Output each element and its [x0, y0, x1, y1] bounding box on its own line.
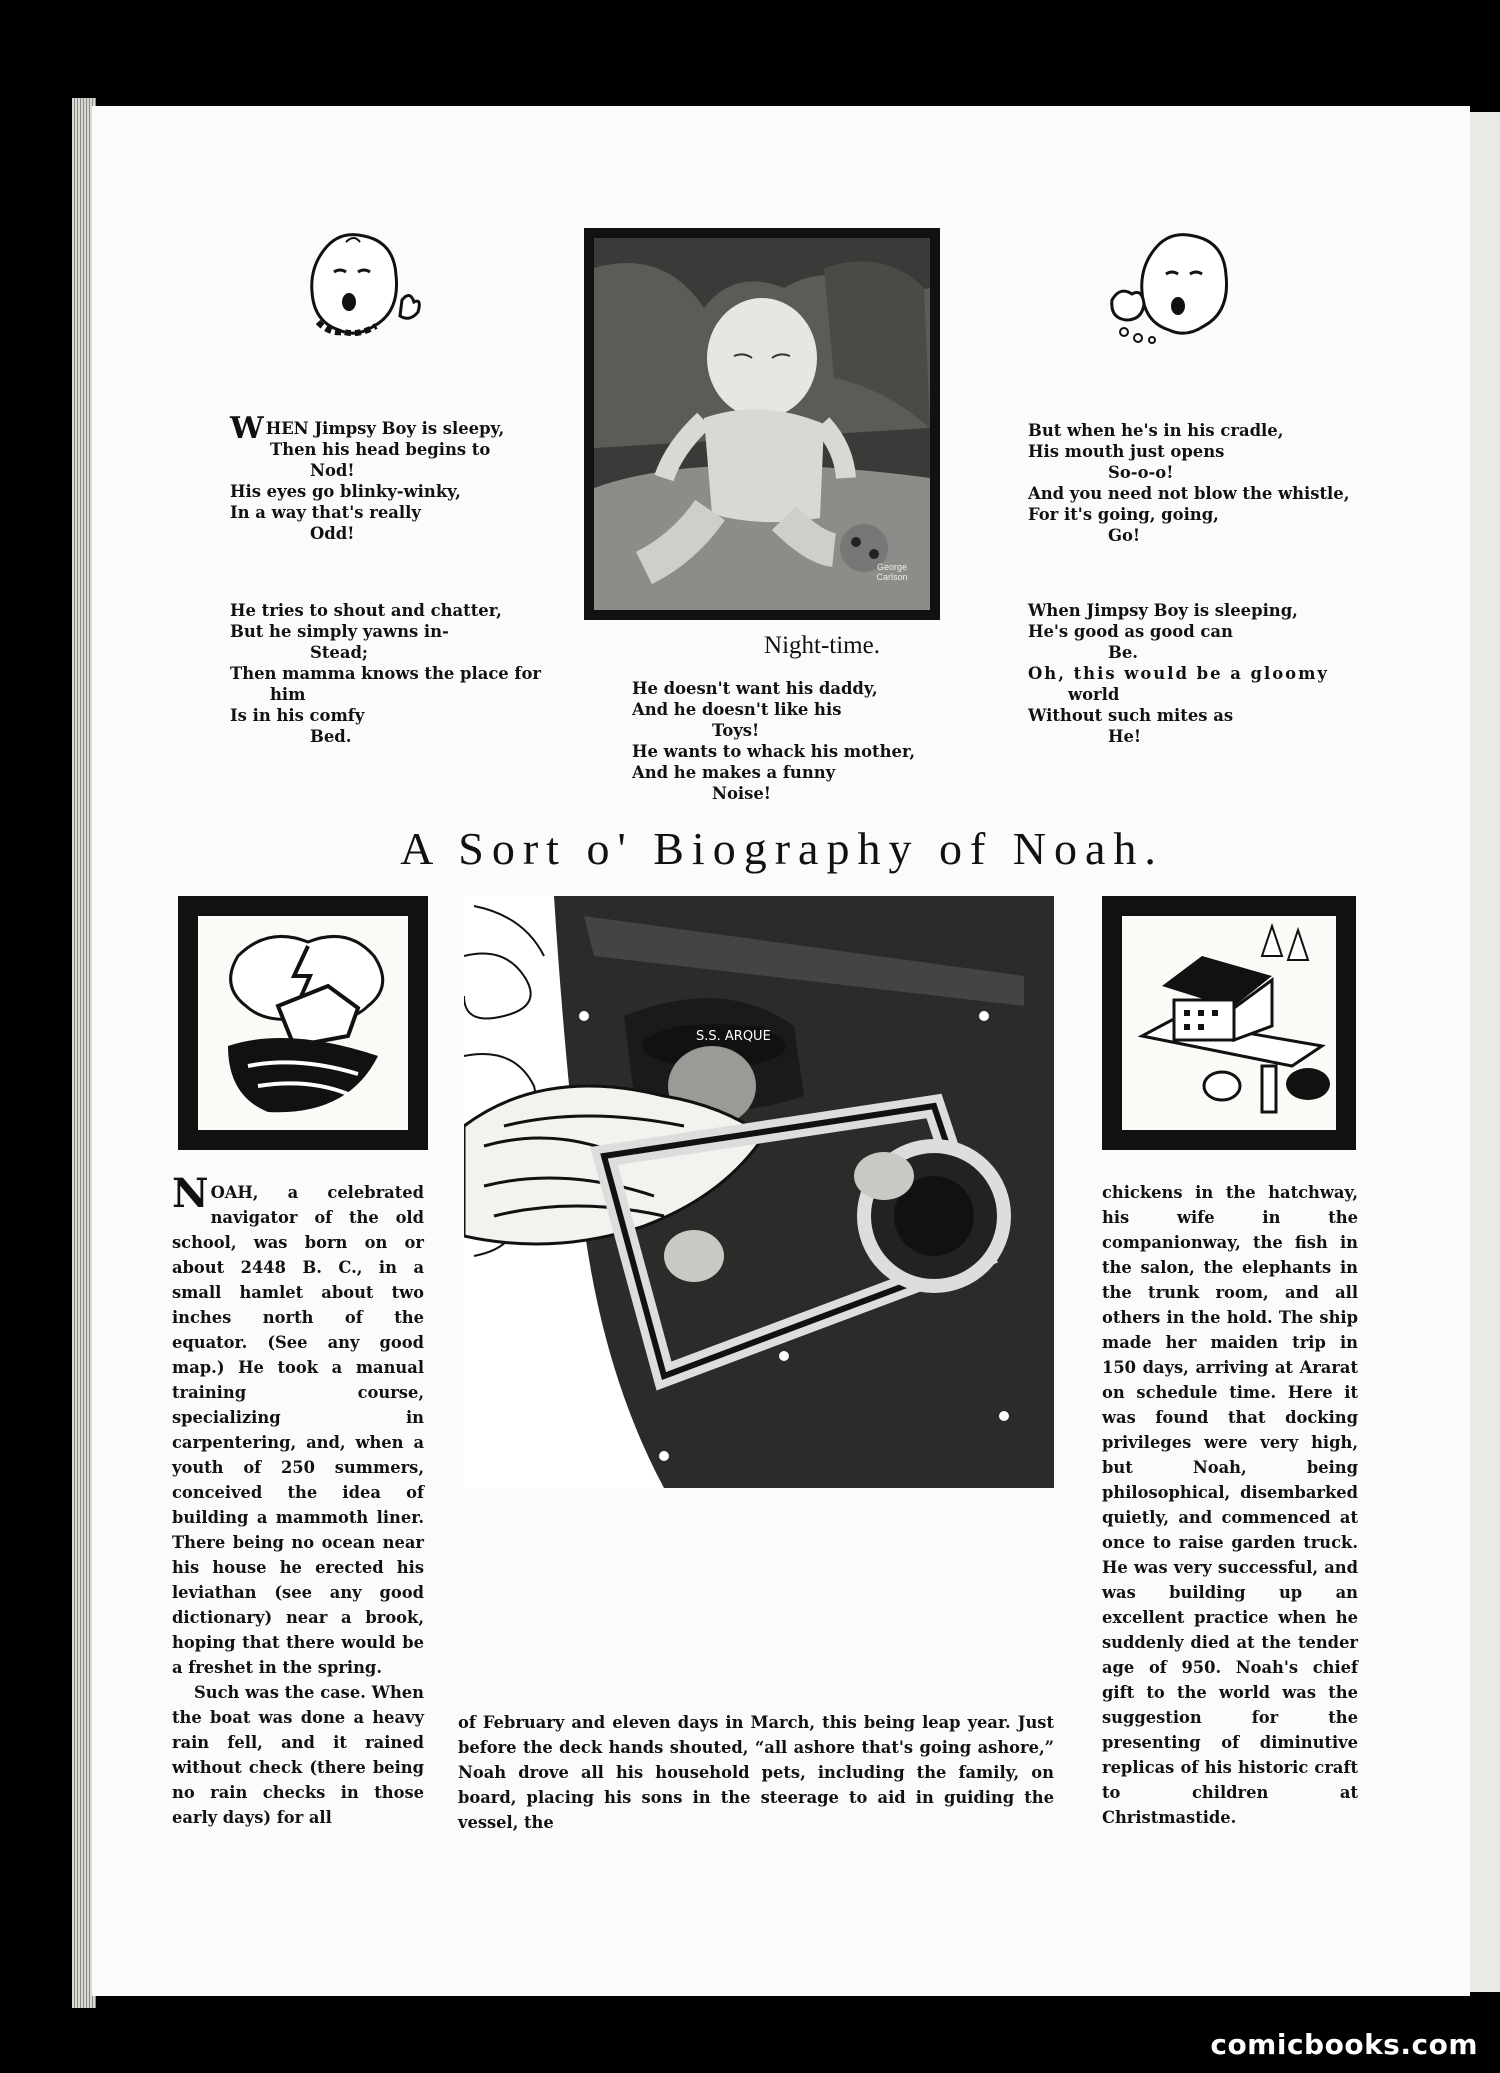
poem-line: When Jimpsy Boy is sleeping, — [1028, 601, 1298, 620]
article-column-left — [172, 1170, 424, 1830]
toy-ark-illustration — [1102, 896, 1356, 1150]
poem-line: Nod! — [310, 461, 355, 480]
poem-line: But he simply yawns in- — [230, 622, 449, 641]
poem-line: Toys! — [712, 721, 760, 740]
poem-line: Without such mites as — [1028, 706, 1234, 725]
poem-line: Be. — [1108, 643, 1138, 662]
noah-helm-picture — [464, 896, 1054, 1488]
drop-cap: W — [230, 411, 264, 446]
poem-line: He doesn't want his daddy, — [632, 679, 878, 698]
article-headline: A Sort o' Biography of Noah. — [400, 823, 1164, 874]
poem-line: In a way that's really — [230, 503, 421, 522]
toy-ark-picture — [1122, 916, 1336, 1130]
poem-line: Noise! — [712, 784, 771, 803]
poem-stanza-1 — [230, 411, 505, 544]
poem-line: His mouth just opens — [1028, 442, 1225, 461]
poem-line: And he makes a funny — [632, 763, 836, 782]
noah-at-helm-illustration — [464, 896, 1054, 1488]
poem-line: For it's going, going, — [1028, 505, 1219, 524]
article-paragraph: chickens in the hatchway, his wife in the companionway, the fish in the salon, the elephants in the trunk room, and all others in the hold. The ship made her maiden trip in 150 days, arriving at Ararat on schedule time. Here it was found that docking privileges were very high, but Noah, being philosophical, disembarked quietly, and commenced at once to raise garden truck. He was very successful, and was building up an excellent practice when he suddenly died at the tender age of 950. Noah's chief gift to the world was the suggestion for the presenting of diminutive replicas of his historic craft to children at Christmastide. — [1102, 1183, 1358, 1827]
poem-line: He wants to whack his mother, — [632, 742, 916, 761]
poem-line — [230, 411, 505, 446]
poem-line: He! — [1108, 727, 1142, 746]
poem-line: Go! — [1108, 526, 1141, 545]
article-paragraph — [172, 1170, 424, 1680]
yawning-baby-left-illustration — [284, 230, 444, 360]
poem-line: Then his head begins to — [270, 440, 491, 459]
poem-stanza-2 — [230, 600, 541, 747]
poem-line: Then mamma knows the place for — [230, 664, 542, 683]
poem-line: His eyes go blinky-winky, — [230, 482, 461, 501]
ship-cap-label: S.S. ARQUE — [696, 1029, 771, 1044]
article-column-middle — [458, 1710, 1054, 1835]
poem-line: world — [1068, 685, 1120, 704]
poem-line: So-o-o! — [1108, 463, 1174, 482]
poem-stanza-4 — [1028, 420, 1349, 546]
poem-line: Stead; — [310, 643, 368, 662]
article-paragraph-text: OAH, a celebrated navigator of the old school, was born on or about 2448 B. C., in a small hamlet about two inches north of the equator. (See any good map.) He took a manual training course, specializing in carpentering, and, when a youth of 250 summers, conceived the idea of building a mammoth liner. There being no ocean near his house he erected his leviathan (see any good dictionary) near a brook, hoping that there would be a freshet in the spring. — [172, 1183, 424, 1677]
poem-line: He tries to shout and chatter, — [230, 601, 502, 620]
poem-caption: Night-time. — [764, 632, 880, 659]
poem-line-text: HEN Jimpsy Boy is sleepy, — [265, 419, 505, 438]
ark-storm-illustration — [178, 896, 428, 1150]
poem-line: Bed. — [310, 727, 352, 746]
poem-line: Is in his comfy — [230, 706, 365, 725]
article-paragraph: Such was the case. When the boat was done a heavy rain fell, and it rained without check (there being no rain checks in those early days) for all — [172, 1683, 424, 1827]
ark-storm-picture — [198, 916, 408, 1130]
article-column-right — [1102, 1180, 1358, 1830]
site-watermark: comicbooks.com — [1210, 2028, 1478, 2061]
poem-stanza-3 — [632, 678, 915, 804]
magazine-page — [92, 106, 1470, 1996]
article-paragraph: of February and eleven days in March, this being leap year. Just before the deck hands shouted, “all ashore that's going ashore,” Noah drove all his household pets, including the family, on board, placing his sons in the steerage to aid in guiding the vessel, the — [458, 1713, 1054, 1832]
poem-line: But when he's in his cradle, — [1028, 421, 1284, 440]
poem-line: And he doesn't like his — [632, 700, 842, 719]
poem-line: Odd! — [310, 524, 355, 543]
artist-signature: George Carlson — [876, 562, 908, 582]
poem-line: He's good as good can — [1028, 622, 1233, 641]
poem-line: him — [270, 685, 306, 704]
poem-line: Oh, this would be a gloomy — [1028, 664, 1329, 683]
poem-stanza-5 — [1028, 600, 1329, 747]
yawning-baby-right-illustration — [1102, 230, 1262, 360]
poem-line: And you need not blow the whistle, — [1028, 484, 1350, 503]
drop-cap: N — [172, 1170, 209, 1217]
